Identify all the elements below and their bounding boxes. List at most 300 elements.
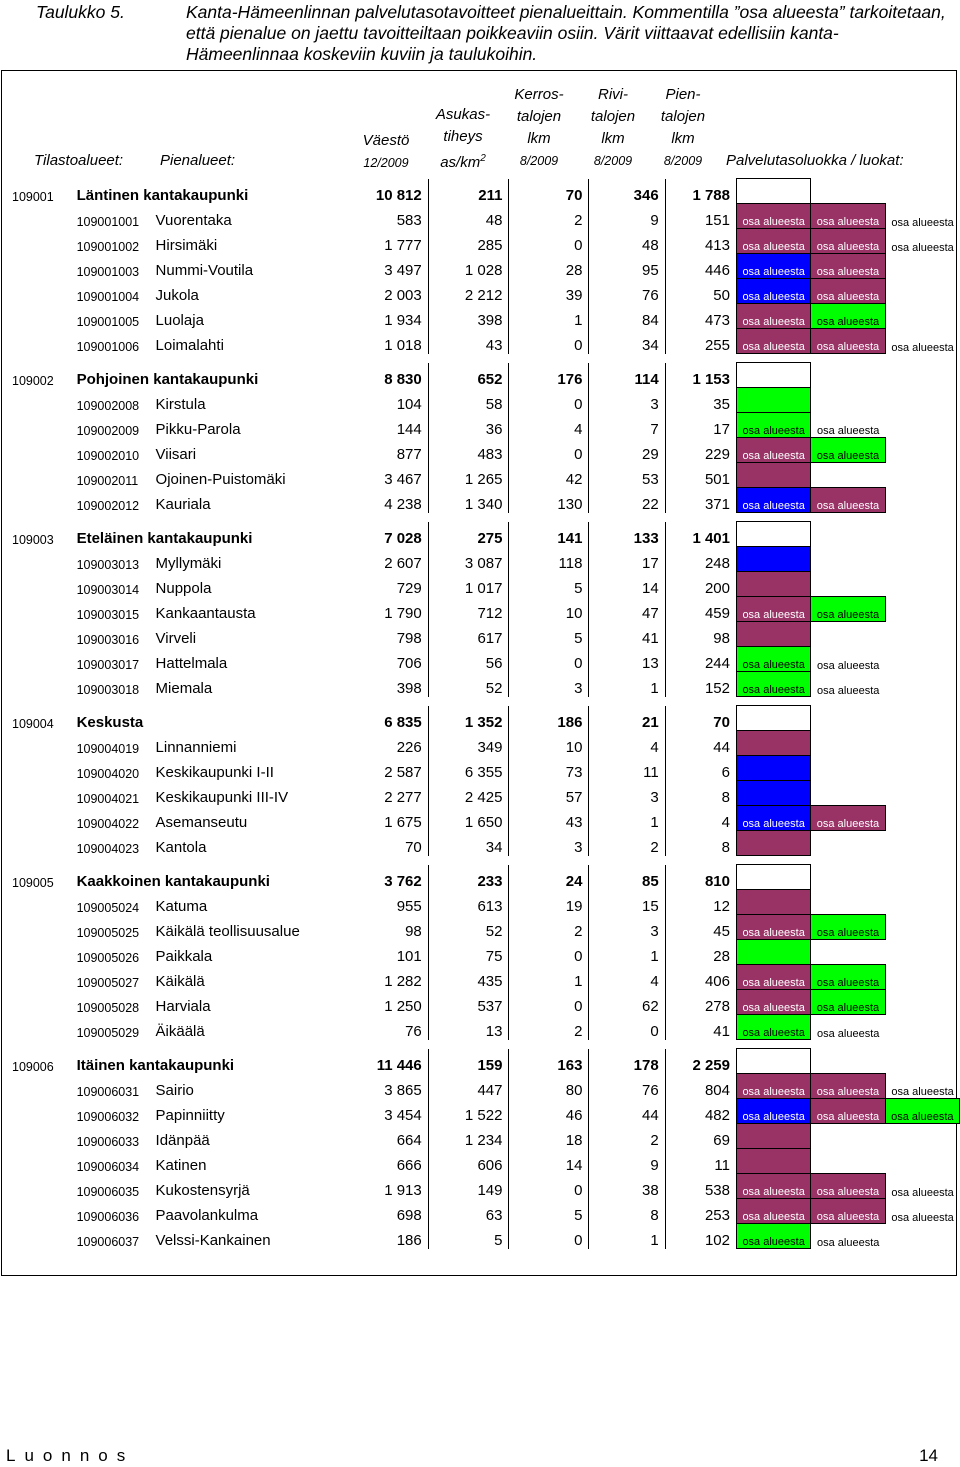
page-number: 14 xyxy=(919,1446,938,1465)
subarea-value: 1 340 xyxy=(428,488,509,513)
district-value: 8 830 xyxy=(352,363,428,388)
subarea-value: 2 425 xyxy=(428,781,509,806)
service-class-cell xyxy=(811,756,885,781)
subarea-value: 5 xyxy=(509,622,589,647)
subarea-value: 3 087 xyxy=(428,547,509,572)
header-pien-line1: Pien- xyxy=(665,86,701,103)
subarea-value: 2 003 xyxy=(352,279,428,304)
empty-cell xyxy=(885,522,959,547)
subarea-value: 583 xyxy=(352,204,428,229)
service-class-cell xyxy=(885,756,959,781)
district-id: 109006 xyxy=(12,1059,54,1074)
subarea-row xyxy=(12,572,960,597)
district-id: 109001 xyxy=(12,189,54,204)
subarea-value: 98 xyxy=(352,915,428,940)
header-rivi-date: 8/2009 xyxy=(593,154,633,168)
district-value: 652 xyxy=(428,363,509,388)
subarea-value: 48 xyxy=(589,229,665,254)
indent-cell xyxy=(12,438,77,463)
subarea-value: 10 xyxy=(509,597,589,622)
subarea-value: 413 xyxy=(665,229,736,254)
district-value: 141 xyxy=(509,522,589,547)
header-vaesto-label: Väestö xyxy=(362,132,410,149)
subarea-name: Pikku-Parola xyxy=(155,420,241,438)
subarea-value: 798 xyxy=(352,622,428,647)
subarea-value: 41 xyxy=(665,1015,736,1040)
indent-cell xyxy=(12,1124,77,1149)
subarea-id: 109002009 xyxy=(76,423,140,438)
subarea-value: 244 xyxy=(665,647,736,672)
indent-cell xyxy=(12,1224,77,1249)
subarea-value: 7 xyxy=(589,413,665,438)
district-name: Itäinen kantakaupunki xyxy=(76,1056,235,1074)
subarea-value: 1 234 xyxy=(428,1124,509,1149)
subarea-id: 109006036 xyxy=(76,1209,140,1224)
subarea-value: 10 xyxy=(509,731,589,756)
header-tilastoalueet: Tilastoalueet: xyxy=(34,152,124,169)
empty-cell xyxy=(811,179,885,204)
subarea-value: 712 xyxy=(428,597,509,622)
service-class-cell xyxy=(736,547,810,572)
subarea-value: 130 xyxy=(509,488,589,513)
indent-cell xyxy=(12,1074,77,1099)
subarea-name: Harviala xyxy=(155,997,211,1015)
subarea-value: 248 xyxy=(665,547,736,572)
district-name: Keskusta xyxy=(76,713,144,731)
service-class-cell: osa alueesta xyxy=(811,438,885,463)
header-pientalojen xyxy=(650,84,716,172)
subarea-value: 47 xyxy=(589,597,665,622)
subarea-row xyxy=(12,756,960,781)
subarea-value: 5 xyxy=(509,1199,589,1224)
subarea-value: 56 xyxy=(428,647,509,672)
subarea-value: 285 xyxy=(428,229,509,254)
service-class-cell: osa alueesta xyxy=(736,1224,810,1249)
district-value: 159 xyxy=(428,1049,509,1074)
indent-cell xyxy=(12,890,77,915)
subarea-value: 483 xyxy=(428,438,509,463)
subarea-value: 435 xyxy=(428,965,509,990)
service-class-cell xyxy=(885,672,959,697)
service-class-cell: osa alueesta xyxy=(736,990,810,1015)
header-pien-line3: lkm xyxy=(671,130,695,147)
indent-cell xyxy=(12,1015,77,1040)
subarea-value: 2 212 xyxy=(428,279,509,304)
service-class-cell xyxy=(736,731,810,756)
subarea-value: 2 xyxy=(509,915,589,940)
table-body xyxy=(12,179,960,1249)
service-class-cell xyxy=(885,488,959,513)
subarea-value: 76 xyxy=(352,1015,428,1040)
subarea-id: 109004022 xyxy=(76,816,140,831)
subarea-value: 43 xyxy=(428,329,509,354)
subarea-row xyxy=(12,965,960,990)
subarea-name: Käikälä teollisuusalue xyxy=(155,922,300,940)
empty-cell xyxy=(885,865,959,890)
subarea-row xyxy=(12,597,960,622)
subarea-value: 1 934 xyxy=(352,304,428,329)
subarea-value: 63 xyxy=(428,1199,509,1224)
district-value: 233 xyxy=(428,865,509,890)
subarea-id: 109005027 xyxy=(76,975,140,990)
subarea-name: Äikäälä xyxy=(155,1022,205,1040)
indent-cell xyxy=(12,731,77,756)
service-class-cell: osa alueesta xyxy=(736,915,810,940)
subarea-name: Vuorentaka xyxy=(155,211,232,229)
subarea-id: 109001001 xyxy=(76,214,140,229)
subarea-value: 44 xyxy=(665,731,736,756)
subarea-value: 22 xyxy=(589,488,665,513)
subarea-id: 109003016 xyxy=(76,632,140,647)
subarea-value: 0 xyxy=(509,990,589,1015)
subarea-value: 48 xyxy=(428,204,509,229)
subarea-id: 109001006 xyxy=(76,339,140,354)
subarea-row xyxy=(12,622,960,647)
subarea-value: 17 xyxy=(589,547,665,572)
service-level-table xyxy=(12,178,960,1249)
service-class-cell xyxy=(885,831,959,856)
subarea-id: 109006033 xyxy=(76,1134,140,1149)
indent-cell xyxy=(12,388,77,413)
district-name: Pohjoinen kantakaupunki xyxy=(76,370,259,388)
subarea-value: 34 xyxy=(589,329,665,354)
subarea-value: 186 xyxy=(352,1224,428,1249)
district-id: 109003 xyxy=(12,532,54,547)
header-kerros-line1: Kerros- xyxy=(514,86,564,103)
service-class-cell: osa alueesta xyxy=(817,1236,880,1249)
service-class-cell xyxy=(885,388,959,413)
subarea-name: Kantola xyxy=(155,838,207,856)
service-class-cell: osa alueesta xyxy=(736,672,810,697)
subarea-row xyxy=(12,547,960,572)
subarea-value: 34 xyxy=(428,831,509,856)
service-class-cell xyxy=(736,463,810,488)
service-class-cell: osa alueesta xyxy=(811,1074,885,1099)
indent-cell xyxy=(12,647,77,672)
district-value: 176 xyxy=(509,363,589,388)
service-class-cell xyxy=(885,806,959,831)
district-value: 275 xyxy=(428,522,509,547)
subarea-id: 109003018 xyxy=(76,682,140,697)
service-class-cell: osa alueesta xyxy=(736,1174,810,1199)
district-row xyxy=(12,363,960,388)
spacer-cell xyxy=(12,354,960,363)
group-spacer xyxy=(12,856,960,865)
subarea-id: 109005025 xyxy=(76,925,140,940)
indent-cell xyxy=(12,547,77,572)
subarea-id: 109004021 xyxy=(76,791,140,806)
indent-cell xyxy=(12,622,77,647)
class-cell xyxy=(736,1049,810,1074)
district-value: 10 812 xyxy=(352,179,428,204)
subarea-value: 118 xyxy=(509,547,589,572)
service-class-cell xyxy=(885,1124,959,1149)
subarea-id: 109001002 xyxy=(76,239,140,254)
empty-cell xyxy=(811,1049,885,1074)
service-class-cell xyxy=(885,463,959,488)
empty-cell xyxy=(885,179,959,204)
service-class-cell: osa alueesta xyxy=(811,1199,885,1224)
district-id: 109002 xyxy=(12,373,54,388)
subarea-value: 98 xyxy=(665,622,736,647)
subarea-value: 9 xyxy=(589,204,665,229)
indent-cell xyxy=(12,940,77,965)
subarea-value: 50 xyxy=(665,279,736,304)
group-spacer xyxy=(12,697,960,706)
header-rivi-line3: lkm xyxy=(601,130,625,147)
service-class-cell: osa alueesta xyxy=(811,254,885,279)
indent-cell xyxy=(12,279,77,304)
subarea-value: 200 xyxy=(665,572,736,597)
subarea-name: Jukola xyxy=(155,286,199,304)
subarea-name: Kankaantausta xyxy=(155,604,256,622)
subarea-value: 28 xyxy=(509,254,589,279)
header-kerrostalojen xyxy=(504,84,574,172)
header-asukas-sup: 2 xyxy=(480,153,486,164)
subarea-value: 3 454 xyxy=(352,1099,428,1124)
subarea-row xyxy=(12,279,960,304)
indent-cell xyxy=(12,831,77,856)
service-class-cell xyxy=(885,438,959,463)
header-rivi-line2: talojen xyxy=(590,108,636,125)
subarea-row xyxy=(12,413,960,438)
subarea-name: Kauriala xyxy=(155,495,211,513)
class-cell xyxy=(736,363,810,388)
district-value: 21 xyxy=(589,706,665,731)
subarea-id: 109002011 xyxy=(76,473,139,488)
subarea-value: 0 xyxy=(509,229,589,254)
subarea-value: 0 xyxy=(509,1174,589,1199)
subarea-id: 109004020 xyxy=(76,766,140,781)
subarea-value: 2 xyxy=(589,1124,665,1149)
subarea-value: 501 xyxy=(665,463,736,488)
empty-cell xyxy=(885,706,959,731)
service-class-cell xyxy=(885,647,959,672)
header-rivitalojen xyxy=(578,84,648,172)
subarea-value: 53 xyxy=(589,463,665,488)
district-name: Eteläinen kantakaupunki xyxy=(76,529,253,547)
subarea-value: 2 xyxy=(589,831,665,856)
district-value: 1 401 xyxy=(665,522,736,547)
indent-cell xyxy=(12,204,77,229)
indent-cell xyxy=(12,781,77,806)
service-class-cell xyxy=(736,1124,810,1149)
subarea-value: 76 xyxy=(589,279,665,304)
subarea-value: 84 xyxy=(589,304,665,329)
subarea-name: Linnanniemi xyxy=(155,738,237,756)
service-class-cell: osa alueesta xyxy=(811,990,885,1015)
service-class-cell: osa alueesta xyxy=(736,1015,810,1040)
subarea-value: 38 xyxy=(589,1174,665,1199)
district-value: 70 xyxy=(665,706,736,731)
district-value: 3 762 xyxy=(352,865,428,890)
service-class-cell: osa alueesta xyxy=(891,1086,954,1098)
district-value: 70 xyxy=(509,179,589,204)
indent-cell xyxy=(12,463,77,488)
district-row xyxy=(12,179,960,204)
subarea-value: 14 xyxy=(589,572,665,597)
subarea-value: 8 xyxy=(665,831,736,856)
subarea-value: 8 xyxy=(665,781,736,806)
subarea-value: 19 xyxy=(509,890,589,915)
subarea-id: 109003013 xyxy=(76,557,140,572)
service-class-cell xyxy=(811,781,885,806)
subarea-value: 101 xyxy=(352,940,428,965)
indent-cell xyxy=(12,1099,77,1124)
subarea-row xyxy=(12,990,960,1015)
subarea-name: Katinen xyxy=(155,1156,207,1174)
service-class-cell: osa alueesta xyxy=(736,1099,810,1124)
service-class-cell xyxy=(885,547,959,572)
service-class-cell xyxy=(736,940,810,965)
header-palvelutasoluokka: Palvelutasoluokka / luokat: xyxy=(726,152,904,169)
service-class-cell: osa alueesta xyxy=(736,488,810,513)
subarea-value: 0 xyxy=(509,438,589,463)
subarea-value: 226 xyxy=(352,731,428,756)
subarea-value: 6 xyxy=(665,756,736,781)
subarea-value: 1 xyxy=(589,1224,665,1249)
service-class-cell xyxy=(811,831,885,856)
subarea-value: 149 xyxy=(428,1174,509,1199)
subarea-id: 109002012 xyxy=(76,498,140,513)
subarea-value: 151 xyxy=(665,204,736,229)
service-class-cell: osa alueesta xyxy=(811,204,885,229)
subarea-value: 3 xyxy=(509,672,589,697)
subarea-value: 698 xyxy=(352,1199,428,1224)
subarea-row xyxy=(12,1015,960,1040)
subarea-value: 11 xyxy=(589,756,665,781)
service-class-cell: osa alueesta xyxy=(736,438,810,463)
empty-cell xyxy=(811,522,885,547)
group-spacer xyxy=(12,513,960,522)
district-id: 109005 xyxy=(12,875,54,890)
subarea-id: 109005029 xyxy=(76,1025,140,1040)
service-class-cell: osa alueesta xyxy=(817,659,880,672)
service-class-cell xyxy=(885,279,959,304)
subarea-value: 3 xyxy=(589,781,665,806)
caption-text: Kanta-Hämeenlinnan palvelutasotavoitteet pienalueittain. Kommentilla ”osa alueesta” tarkoitetaan, että pienalue on jaettu tavoitteiltaan poikkeaviin osiin. Värit viittaavat edellisiin kanta-Hämeenlinnaa koskeviin kuviin ja taulukoihin. xyxy=(186,2,946,64)
subarea-value: 4 xyxy=(589,965,665,990)
footer-draft-label: Luonnos xyxy=(6,1446,135,1465)
service-class-cell xyxy=(811,1124,885,1149)
header-vaesto xyxy=(352,130,420,174)
subarea-row xyxy=(12,915,960,940)
subarea-value: 729 xyxy=(352,572,428,597)
service-class-cell: osa alueesta xyxy=(891,1211,954,1224)
subarea-value: 0 xyxy=(589,1015,665,1040)
subarea-value: 1 913 xyxy=(352,1174,428,1199)
service-class-cell xyxy=(811,890,885,915)
indent-cell xyxy=(12,597,77,622)
indent-cell xyxy=(12,915,77,940)
subarea-name: Viisari xyxy=(155,445,197,463)
indent-cell xyxy=(12,413,77,438)
service-class-cell: osa alueesta xyxy=(891,1186,954,1199)
subarea-value: 1 xyxy=(589,806,665,831)
subarea-value: 28 xyxy=(665,940,736,965)
subarea-value: 46 xyxy=(509,1099,589,1124)
service-class-cell: osa alueesta xyxy=(811,915,885,940)
district-name: Läntinen kantakaupunki xyxy=(76,186,249,204)
subarea-value: 17 xyxy=(665,413,736,438)
service-class-cell: osa alueesta xyxy=(891,241,954,254)
subarea-value: 4 xyxy=(589,731,665,756)
group-spacer xyxy=(12,1040,960,1049)
subarea-value: 1 xyxy=(509,965,589,990)
subarea-value: 1 017 xyxy=(428,572,509,597)
service-class-cell: osa alueesta xyxy=(811,488,885,513)
district-value: 24 xyxy=(509,865,589,890)
subarea-id: 109006037 xyxy=(76,1234,140,1249)
subarea-value: 95 xyxy=(589,254,665,279)
subarea-value: 1 265 xyxy=(428,463,509,488)
table-caption xyxy=(36,2,946,65)
subarea-id: 109004023 xyxy=(76,841,140,856)
service-class-cell: osa alueesta xyxy=(891,341,954,354)
service-class-cell: osa alueesta xyxy=(736,1199,810,1224)
district-value: 85 xyxy=(589,865,665,890)
subarea-value: 69 xyxy=(665,1124,736,1149)
service-class-cell: osa alueesta xyxy=(736,806,810,831)
district-value: 6 835 xyxy=(352,706,428,731)
subarea-row xyxy=(12,204,960,229)
subarea-row xyxy=(12,1149,960,1174)
header-asukas-line1: Asukas- xyxy=(435,106,491,123)
service-class-cell: osa alueesta xyxy=(811,329,885,354)
subarea-id: 109005026 xyxy=(76,950,140,965)
subarea-name: Ojoinen-Puistomäki xyxy=(155,470,286,488)
subarea-value: 3 xyxy=(589,388,665,413)
service-class-cell: osa alueesta xyxy=(736,1074,810,1099)
subarea-value: 3 xyxy=(509,831,589,856)
subarea-row xyxy=(12,647,960,672)
spacer-cell xyxy=(12,856,960,865)
subarea-value: 1 028 xyxy=(428,254,509,279)
indent-cell xyxy=(12,254,77,279)
spacer-cell xyxy=(12,513,960,522)
subarea-value: 229 xyxy=(665,438,736,463)
subarea-value: 73 xyxy=(509,756,589,781)
header-asukas-line3: as/km xyxy=(440,154,481,171)
class-cell xyxy=(736,179,810,204)
subarea-value: 459 xyxy=(665,597,736,622)
service-class-cell xyxy=(885,622,959,647)
subarea-value: 0 xyxy=(509,647,589,672)
service-class-cell xyxy=(736,781,810,806)
subarea-value: 447 xyxy=(428,1074,509,1099)
subarea-row xyxy=(12,890,960,915)
spacer-cell xyxy=(12,697,960,706)
service-class-cell: osa alueesta xyxy=(811,304,885,329)
subarea-id: 109006035 xyxy=(76,1184,140,1199)
subarea-value: 52 xyxy=(428,915,509,940)
subarea-name: Hirsimäki xyxy=(155,236,218,254)
subarea-name: Paikkala xyxy=(155,947,213,965)
service-class-cell xyxy=(811,622,885,647)
subarea-value: 1 xyxy=(589,672,665,697)
subarea-value: 4 xyxy=(509,413,589,438)
subarea-name: Nuppola xyxy=(155,579,212,597)
subarea-row xyxy=(12,806,960,831)
service-class-cell xyxy=(885,990,959,1015)
subarea-value: 804 xyxy=(665,1074,736,1099)
subarea-value: 371 xyxy=(665,488,736,513)
district-row xyxy=(12,522,960,547)
indent-cell xyxy=(12,806,77,831)
subarea-name: Käikälä xyxy=(155,972,205,990)
subarea-name: Luolaja xyxy=(155,311,204,329)
subarea-value: 482 xyxy=(665,1099,736,1124)
